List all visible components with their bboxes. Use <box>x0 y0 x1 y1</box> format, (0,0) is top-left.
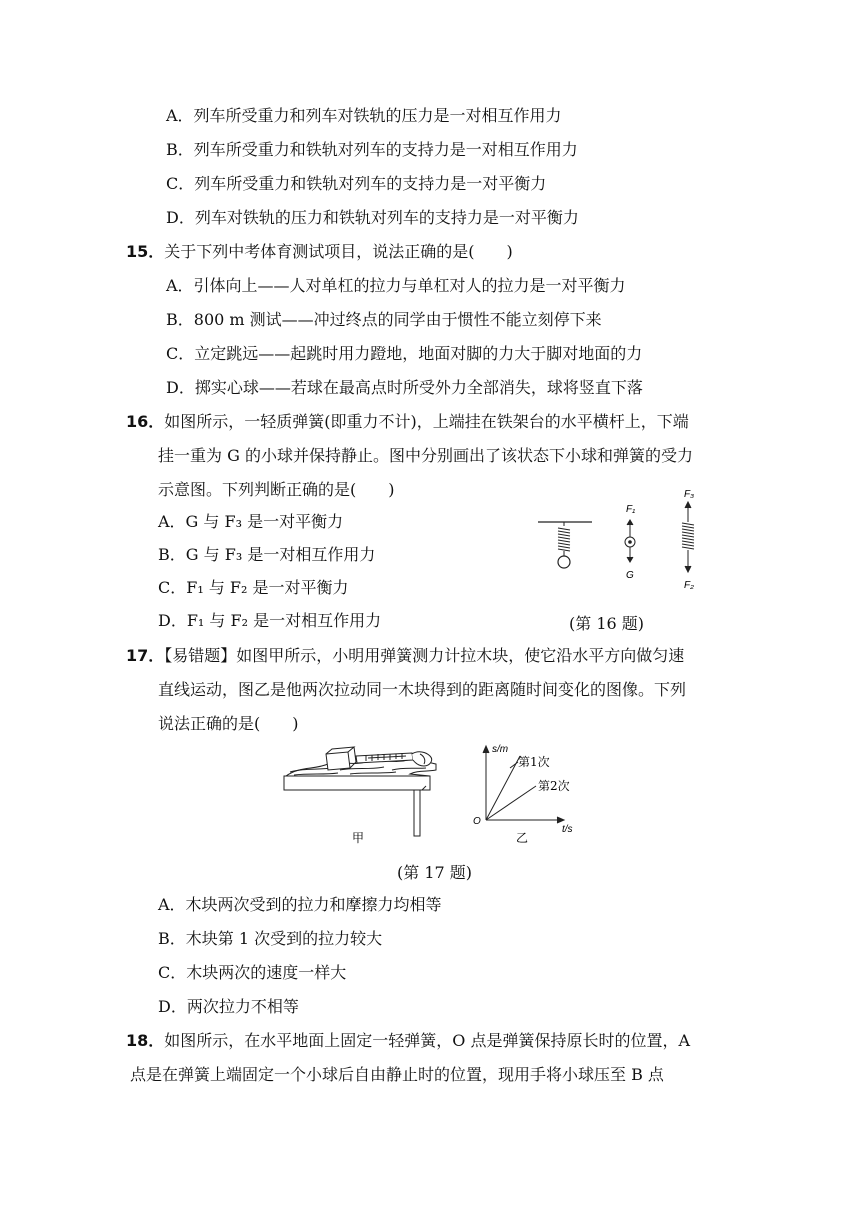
q17-figure <box>280 740 590 850</box>
q17-origin-label: O <box>473 816 481 827</box>
q17-y-axis-label: s/m <box>492 744 509 755</box>
q15-option-c: C．立定跳远——起跳时用力蹬地，地面对脚的力大于脚对地面的力 <box>166 344 643 363</box>
q16-stem-line-2: 挂一重为 G 的小球并保持静止。图中分别画出了该状态下小球和弹簧的受力 <box>158 446 693 465</box>
q15-option-d: D．掷实心球——若球在最高点时所受外力全部消失，球将竖直下落 <box>166 378 643 397</box>
q18-stem-line-1 <box>126 1030 690 1052</box>
q17-stem-line-3: 说法正确的是( ) <box>158 714 299 733</box>
q16-number: 16． <box>126 412 165 431</box>
q16-stem-1: 如图所示，一轻质弹簧(即重力不计)，上端挂在铁架台的水平横杆上，下端 <box>164 412 689 431</box>
q16-spring-force-diagram <box>682 502 694 572</box>
q17-option-a: A．木块两次受到的拉力和摩擦力均相等 <box>158 895 442 914</box>
q17-line-second <box>486 786 536 820</box>
q17-line2-label: 第2次 <box>538 779 570 793</box>
q16-hanging-spring <box>558 522 570 556</box>
q17-line-first <box>486 756 520 820</box>
q16-option-a: A．G 与 F₃ 是一对平衡力 <box>158 512 344 531</box>
q16-label-g: G <box>626 570 634 581</box>
q15-stem: 关于下列中考体育测试项目，说法正确的是( ) <box>164 242 513 261</box>
q16-option-c: C．F₁ 与 F₂ 是一对平衡力 <box>158 578 349 597</box>
q17-x-axis-label: t/s <box>562 824 573 835</box>
q14-option-d: D．列车对铁轨的压力和铁轨对列车的支持力是一对平衡力 <box>166 208 579 227</box>
q18-stem-1: 如图所示，在水平地面上固定一轻弹簧，O 点是弹簧保持原长时的位置，A <box>164 1031 691 1050</box>
q15-option-b: B．800 m 测试——冲过终点的同学由于惯性不能立刻停下来 <box>166 310 602 329</box>
q17-label-jia: 甲 <box>352 831 365 845</box>
q16-option-d: D．F₁ 与 F₂ 是一对相互作用力 <box>158 611 382 630</box>
q17-line1-label: 第1次 <box>518 755 550 769</box>
q16-stem-line-3: 示意图。下列判断正确的是( ) <box>158 480 395 499</box>
q18-number: 18． <box>126 1031 165 1050</box>
q14-option-a: A．列车所受重力和列车对铁轨的压力是一对相互作用力 <box>166 106 562 125</box>
q17-option-b: B．木块第 1 次受到的拉力较大 <box>158 929 383 948</box>
q17-number: 17． <box>126 646 165 665</box>
q17-caption: (第 17 题) <box>397 863 473 882</box>
q15-number: 15． <box>126 242 165 261</box>
q14-option-c: C．列车所受重力和铁轨对列车的支持力是一对平衡力 <box>166 174 547 193</box>
q17-option-c: C．木块两次的速度一样大 <box>158 963 347 982</box>
q14-option-b: B．列车所受重力和铁轨对列车的支持力是一对相互作用力 <box>166 140 578 159</box>
q16-caption: (第 16 题) <box>569 614 645 633</box>
q16-option-b: B．G 与 F₃ 是一对相互作用力 <box>158 545 376 564</box>
q16-stem-line-1 <box>126 411 689 433</box>
q16-ball-force-diagram <box>625 520 635 562</box>
q16-label-f2: F₂ <box>684 580 694 591</box>
q18-stem-line-2: 点是在弹簧上端固定一个小球后自由静止时的位置，现用手将小球压至 B 点 <box>130 1065 664 1084</box>
q17-stem-line-1 <box>126 645 684 667</box>
q16-label-f3: F₃ <box>684 489 695 500</box>
q17-option-d: D．两次拉力不相等 <box>158 997 299 1016</box>
q15-option-a: A．引体向上——人对单杠的拉力与单杠对人的拉力是一对平衡力 <box>166 276 626 295</box>
q17-table-illustration <box>284 747 436 836</box>
q17-label-yi: 乙 <box>516 831 529 845</box>
q17-stem-1: 【易错题】如图甲所示，小明用弹簧测力计拉木块，使它沿水平方向做匀速 <box>164 646 685 665</box>
q16-ball <box>558 556 570 568</box>
q15-stem-line <box>126 241 513 263</box>
q17-stem-line-2: 直线运动，图乙是他两次拉动同一木块得到的距离随时间变化的图像。下列 <box>158 680 687 699</box>
q16-label-f1: F₁ <box>626 504 636 515</box>
q16-figure <box>530 484 710 596</box>
